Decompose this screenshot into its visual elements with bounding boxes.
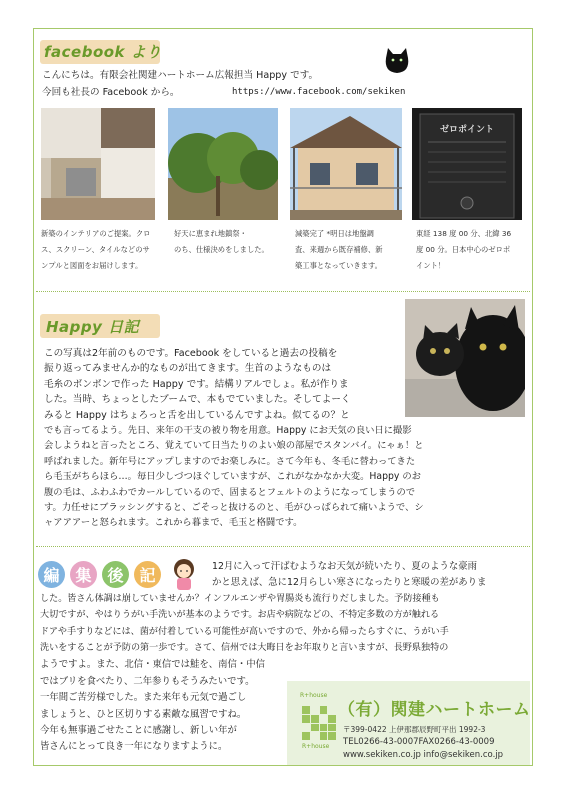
company-tel-fax: TEL0266-43-0007FAX0266-43-0009 [343,737,495,747]
zero-point-sign-text: ゼロポイント [439,125,494,135]
editor-note-line: 一年間ご苦労様でした。また来年も元気で過ごし [40,692,247,704]
facebook-heading: facebook より [44,43,162,61]
happy-diary-line: 振り返ってみませんか的なものが出てきます。生首のようなものは [44,363,332,375]
happy-diary-line: この写真は2年前のものです。Facebook をしていると過去の投稿を [44,348,338,359]
happy-diary-line: 呼ばれました。新年号にアップしますのでお楽しみに。さて今年も、冬毛に替わってきた [44,455,416,467]
happy-diary-line: 会しようねと言ったところ、覚えていて日当たりのよい娘の部屋でスタンバイ。にゃぁ！と [44,440,424,452]
facebook-url-link[interactable]: https://www.facebook.com/sekiken [232,87,406,97]
editor-note-line: 洗いをすることが予防の第一歩です。さて、信州では大晦日をお年取りと言いますが、長野県独特の [40,643,449,653]
editor-heading-char-3: 後 [102,561,129,588]
editor-note-line: 大切ですが、やはりうがい手洗いが基本のようです。お店や病院などの、不特定多数の方が触れる [40,610,440,621]
happy-diary-line: す。力任せにブラッシングすると、ごそっと抜けるのと、毛がひっぱられて痛いようで、シ [44,502,424,513]
facebook-intro-line1: こんにちは。有限会社関建ハートホーム広報担当 Happy です。 [42,70,319,81]
editor-note-line: 皆さんにとって良き一年になりますように。 [40,741,228,753]
editor-note-line: した。皆さん体調は崩していませんか？インフルエンザや胃腸炎も流行りだしました。予防接種も [40,593,440,604]
happy-diary-line: した。当時、ちょっとしたブームで、本もでていました。そしてよーく [44,394,351,406]
logo-bottom-label: R+house [302,743,330,750]
happy-diary-line: みると Happy はちょろっと舌を出しているんですよね。似てるの？と [44,409,350,421]
facebook-intro-line2: 今回も社長の Facebook から。 [42,87,180,98]
editor-note-line: ましょうと、ひと区切りする素敵な風習ですね。 [40,708,247,720]
rhouse-logo [302,706,336,740]
editor-note-line: かと思えば、急に12月らしい寒さになったりと寒暖の差がありま [212,577,487,589]
black-cat-icon [380,44,414,76]
interior-samples-photo [41,108,155,220]
editor-heading-char-1: 編 [38,561,65,588]
happy-diary-line: ャアアアーと怒られます。これから暮まで、毛玉と格闘です。 [44,517,303,529]
photo-caption-3: 減築完了 *明日は地盤調 査、来週から既存補修、新 築工事となっていきます。 [295,229,383,270]
editor-note-line: 12月に入って汗ばむようなお天気が続いたり、夏のような豪雨 [212,561,478,572]
editor-note-line: ではブリを食べたり、二年参りもそうみたいです。 [40,675,255,687]
groundbreaking-photo [168,108,278,220]
company-address: 〒399-0422 上伊那郡辰野町平出 1992-3 [343,725,486,734]
photo-caption-4: 東経 138 度 00 分、北緯 36 度 00 分。日本中心のゼロポ イント！ [416,229,512,270]
company-name: （有）関建ハートホーム [338,700,531,720]
happy-cat-photo [405,299,525,417]
happy-heading: Happy 日記 [46,318,140,336]
editor-note-line: ようですよ。また、北信・東信では鮭を、南信・中信 [40,659,266,671]
company-web-email[interactable]: www.sekiken.co.jp info@sekiken.co.jp [343,750,504,760]
happy-diary-line: ら毛玉がちらほら…。毎日少しづつほぐしていますが、これがなかなか大変。Happy のお [44,471,421,483]
section-divider-2 [36,546,530,547]
photo-caption-2: 好天に恵まれ地鎮祭・ のち、仕様決めをしました。 [174,229,269,254]
editor-note-line: ドアや手すりなどには、菌が付着している可能性が高いですので、外から帰ったらすぐに、うがい手 [40,626,449,637]
section-divider-1 [36,291,530,292]
editor-note-line: 今年も無事過ごせたことに感謝し、新しい年が [40,725,237,736]
renovation-house-photo [290,108,402,220]
editor-heading-char-2: 集 [70,561,97,588]
happy-diary-line: 腹の毛は、ふわふわでカールしているので、固まるとフェルトのようになってしまうので [44,486,416,498]
photo-caption-1: 新築のインテリアのご提案。クロ ス、スクリーン、タイルなどのサ ンプルと図面をお届けします。 [41,229,151,270]
logo-top-label: R+house [300,692,328,699]
editor-heading-char-4: 記 [134,561,161,588]
happy-diary-line: でも言ってるよう。先日、来年の干支の被り物を用意。Happy にお天気の良い日に撮影 [44,425,412,436]
zero-point-sign-photo [412,108,522,220]
happy-diary-line: 毛糸のボンボンで作った Happy です。結構リアルでしょ。私が作りま [44,378,349,390]
girl-illustration-icon [168,556,200,592]
